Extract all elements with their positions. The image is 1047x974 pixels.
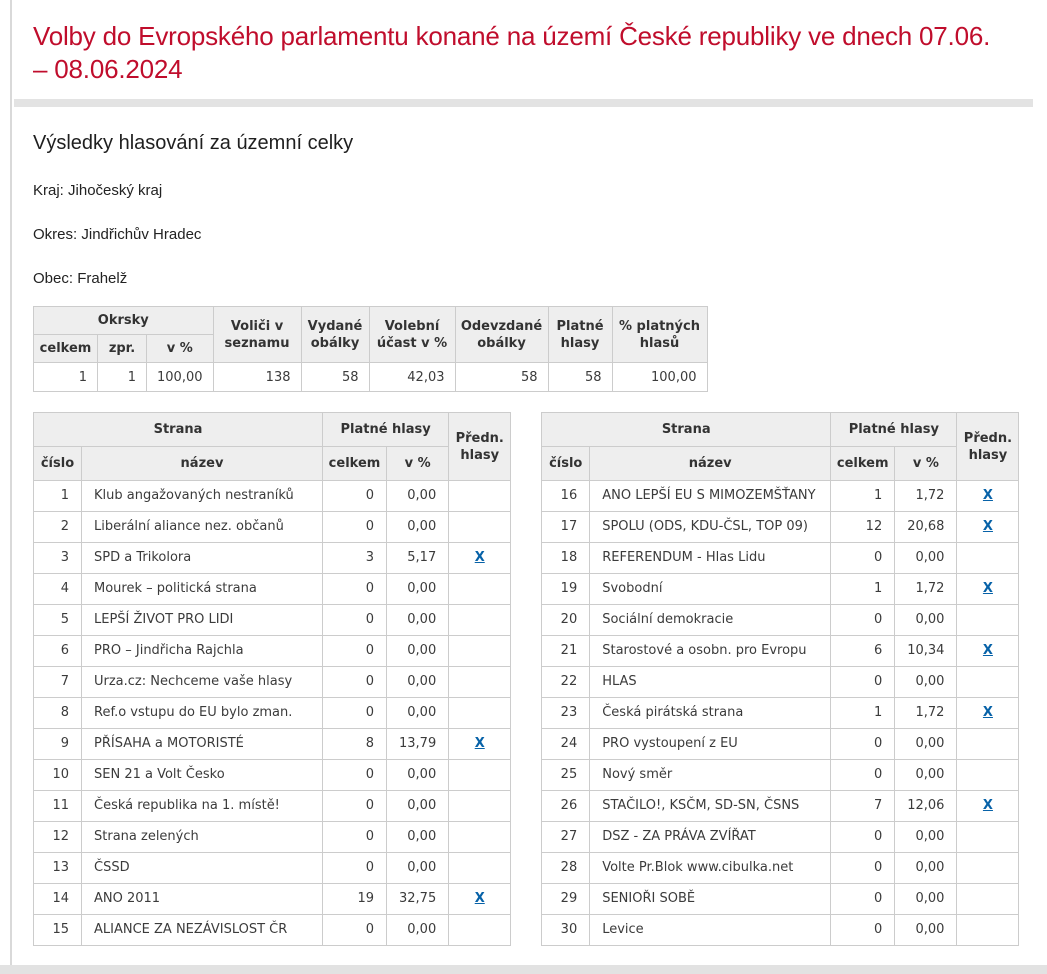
party-total-votes-cell: 8: [323, 729, 387, 760]
party-number-cell: 25: [542, 760, 590, 791]
okrsky-header: Okrsky: [34, 307, 214, 335]
party-number-cell: 13: [34, 853, 82, 884]
party-pct-cell: 0,00: [895, 543, 957, 574]
vpct-header: v %: [895, 447, 957, 481]
party-row: [34, 791, 511, 822]
party-total-votes-cell: 0: [323, 512, 387, 543]
kraj-label: Kraj:: [33, 182, 64, 199]
party-total-votes-cell: 0: [323, 698, 387, 729]
party-name-cell: SEN 21 a Volt Česko: [82, 760, 323, 791]
party-number-cell: 22: [542, 667, 590, 698]
party-pct-cell: 1,72: [895, 698, 957, 729]
party-pref-votes-cell: [449, 512, 511, 543]
party-name-cell: PRO – Jindřicha Rajchla: [82, 636, 323, 667]
party-total-votes-cell: 0: [323, 915, 387, 946]
page-bottom-bar: [0, 965, 1047, 974]
okres-value: Jindřichův Hradec: [81, 226, 202, 243]
pref-votes-link[interactable]: X: [474, 891, 485, 906]
party-row: [34, 481, 511, 512]
celkem-header: celkem: [323, 447, 387, 481]
party-pct-cell: 0,00: [387, 512, 449, 543]
party-pct-cell: 0,00: [895, 853, 957, 884]
party-total-votes-cell: 0: [831, 915, 895, 946]
obec-label: Obec:: [33, 270, 74, 287]
party-row: [542, 574, 1019, 605]
party-pref-votes-cell: [957, 512, 1019, 543]
platne-hlasy-group-header: Platné hlasy: [323, 413, 449, 447]
party-pct-cell: 5,17: [387, 543, 449, 574]
party-row: [34, 574, 511, 605]
party-name-cell: ČSSD: [82, 853, 323, 884]
party-number-cell: 10: [34, 760, 82, 791]
volici-header: Voliči v seznamu: [213, 307, 301, 363]
party-row: [542, 791, 1019, 822]
party-pct-cell: 0,00: [387, 915, 449, 946]
title-divider: [14, 99, 1033, 107]
party-row: [542, 543, 1019, 574]
party-number-cell: 3: [34, 543, 82, 574]
pct-platnych-value: 100,00: [612, 363, 707, 392]
vydane-obalky-header: Vydané obálky: [301, 307, 369, 363]
party-pref-votes-cell: [957, 636, 1019, 667]
summary-data-row: [34, 363, 708, 392]
pref-votes-link[interactable]: X: [982, 798, 993, 813]
party-total-votes-cell: 0: [323, 822, 387, 853]
party-pref-votes-cell: [957, 760, 1019, 791]
cislo-header: číslo: [542, 447, 590, 481]
pref-votes-link[interactable]: X: [982, 488, 993, 503]
party-pref-votes-cell: [449, 574, 511, 605]
party-pref-votes-cell: [957, 481, 1019, 512]
party-pref-votes-cell: [449, 636, 511, 667]
party-pct-cell: 1,72: [895, 574, 957, 605]
party-name-cell: Starostové a osobn. pro Evropu: [590, 636, 831, 667]
party-number-cell: 8: [34, 698, 82, 729]
odevzdane-obalky-header: Odevzdané obálky: [455, 307, 548, 363]
party-number-cell: 21: [542, 636, 590, 667]
party-pct-cell: 0,00: [387, 760, 449, 791]
party-name-cell: LEPŠÍ ŽIVOT PRO LIDI: [82, 605, 323, 636]
party-total-votes-cell: 12: [831, 512, 895, 543]
strana-header: Strana: [542, 413, 831, 447]
party-name-cell: ANO LEPŠÍ EU S MIMOZEMŠŤANY: [590, 481, 831, 512]
party-row: [34, 605, 511, 636]
party-pct-cell: 0,00: [387, 481, 449, 512]
okres-label: Okres:: [33, 226, 78, 243]
volici-value: 138: [213, 363, 301, 392]
pref-votes-link[interactable]: X: [982, 705, 993, 720]
okrsky-celkem-value: 1: [34, 363, 98, 392]
party-pref-votes-cell: [957, 543, 1019, 574]
party-pct-cell: 10,34: [895, 636, 957, 667]
party-name-cell: Česká republika na 1. místě!: [82, 791, 323, 822]
party-row: [542, 636, 1019, 667]
party-name-cell: Svobodní: [590, 574, 831, 605]
vpct-header: v %: [387, 447, 449, 481]
party-pct-cell: 0,00: [895, 667, 957, 698]
kraj-value: Jihočeský kraj: [68, 182, 163, 199]
party-pref-votes-cell: [957, 729, 1019, 760]
party-pct-cell: 20,68: [895, 512, 957, 543]
party-row: [542, 760, 1019, 791]
party-pct-cell: 0,00: [895, 760, 957, 791]
party-pref-votes-cell: [957, 667, 1019, 698]
party-total-votes-cell: 0: [831, 760, 895, 791]
party-name-cell: REFERENDUM - Hlas Lidu: [590, 543, 831, 574]
party-number-cell: 20: [542, 605, 590, 636]
party-row: [34, 760, 511, 791]
party-pref-votes-cell: [449, 884, 511, 915]
party-name-cell: SENIOŘI SOBĚ: [590, 884, 831, 915]
party-row: [34, 884, 511, 915]
party-total-votes-cell: 0: [831, 729, 895, 760]
party-name-cell: ANO 2011: [82, 884, 323, 915]
party-name-cell: HLAS: [590, 667, 831, 698]
party-number-cell: 28: [542, 853, 590, 884]
party-name-cell: Česká pirátská strana: [590, 698, 831, 729]
party-pref-votes-cell: [449, 915, 511, 946]
party-name-cell: STAČILO!, KSČM, SD-SN, ČSNS: [590, 791, 831, 822]
party-pct-cell: 0,00: [895, 822, 957, 853]
celkem-header: celkem: [831, 447, 895, 481]
okrsky-vpct-header: v %: [147, 335, 214, 363]
party-number-cell: 14: [34, 884, 82, 915]
party-name-cell: Ref.o vstupu do EU bylo zman.: [82, 698, 323, 729]
party-name-cell: PŘÍSAHA a MOTORISTÉ: [82, 729, 323, 760]
party-total-votes-cell: 0: [323, 636, 387, 667]
party-pct-cell: 0,00: [387, 636, 449, 667]
party-row: [34, 853, 511, 884]
party-row: [34, 729, 511, 760]
party-name-cell: SPD a Trikolora: [82, 543, 323, 574]
party-pref-votes-cell: [449, 605, 511, 636]
pref-votes-link[interactable]: X: [982, 643, 993, 658]
party-pref-votes-cell: [449, 822, 511, 853]
party-table-right: [541, 412, 1019, 946]
party-table-left: [33, 412, 511, 946]
party-name-cell: SPOLU (ODS, KDU-ČSL, TOP 09): [590, 512, 831, 543]
turnout-summary-table: [33, 306, 708, 392]
party-name-cell: PRO vystoupení z EU: [590, 729, 831, 760]
party-pref-votes-cell: [957, 884, 1019, 915]
party-row: [542, 698, 1019, 729]
party-pref-votes-cell: [449, 760, 511, 791]
odevzdane-obalky-value: 58: [455, 363, 548, 392]
party-number-cell: 30: [542, 915, 590, 946]
party-pref-votes-cell: [957, 574, 1019, 605]
party-row: [542, 667, 1019, 698]
party-pct-cell: 0,00: [895, 729, 957, 760]
party-row: [34, 822, 511, 853]
platne-hlasy-header: Platné hlasy: [548, 307, 612, 363]
party-total-votes-cell: 0: [831, 667, 895, 698]
party-total-votes-cell: 0: [323, 481, 387, 512]
party-number-cell: 11: [34, 791, 82, 822]
party-number-cell: 19: [542, 574, 590, 605]
okrsky-zpr-header: zpr.: [98, 335, 147, 363]
okrsky-celkem-header: celkem: [34, 335, 98, 363]
party-number-cell: 1: [34, 481, 82, 512]
party-number-cell: 16: [542, 481, 590, 512]
strana-header: Strana: [34, 413, 323, 447]
party-pct-cell: 0,00: [387, 822, 449, 853]
pref-votes-link[interactable]: X: [474, 550, 485, 565]
party-pref-votes-cell: [449, 791, 511, 822]
platne-hlasy-group-header: Platné hlasy: [831, 413, 957, 447]
cislo-header: číslo: [34, 447, 82, 481]
party-row: [34, 667, 511, 698]
party-number-cell: 9: [34, 729, 82, 760]
party-total-votes-cell: 0: [831, 605, 895, 636]
party-name-cell: Urza.cz: Nechceme vaše hlasy: [82, 667, 323, 698]
party-row: [542, 853, 1019, 884]
party-total-votes-cell: 0: [831, 884, 895, 915]
section-title: Výsledky hlasování za územní celky: [33, 132, 354, 154]
party-name-cell: Volte Pr.Blok www.cibulka.net: [590, 853, 831, 884]
platne-hlasy-value: 58: [548, 363, 612, 392]
party-row: [34, 543, 511, 574]
party-name-cell: Levice: [590, 915, 831, 946]
party-total-votes-cell: 7: [831, 791, 895, 822]
party-number-cell: 29: [542, 884, 590, 915]
party-total-votes-cell: 1: [831, 698, 895, 729]
party-number-cell: 27: [542, 822, 590, 853]
party-total-votes-cell: 0: [831, 543, 895, 574]
party-tables-wrap: [33, 412, 1033, 946]
party-total-votes-cell: 0: [323, 605, 387, 636]
party-total-votes-cell: 0: [323, 853, 387, 884]
party-pct-cell: 0,00: [895, 915, 957, 946]
predn-hlasy-header: Předn. hlasy: [957, 413, 1019, 481]
party-number-cell: 24: [542, 729, 590, 760]
party-number-cell: 12: [34, 822, 82, 853]
party-number-cell: 23: [542, 698, 590, 729]
region-line-kraj: [33, 182, 1033, 199]
party-name-cell: Sociální demokracie: [590, 605, 831, 636]
party-total-votes-cell: 6: [831, 636, 895, 667]
predn-hlasy-header: Předn. hlasy: [449, 413, 511, 481]
party-row: [542, 605, 1019, 636]
party-number-cell: 2: [34, 512, 82, 543]
party-pct-cell: 12,06: [895, 791, 957, 822]
pref-votes-link[interactable]: X: [982, 581, 993, 596]
okrsky-vpct-value: 100,00: [147, 363, 214, 392]
party-number-cell: 17: [542, 512, 590, 543]
party-total-votes-cell: 0: [831, 822, 895, 853]
party-pct-cell: 1,72: [895, 481, 957, 512]
party-number-cell: 18: [542, 543, 590, 574]
party-pref-votes-cell: [449, 729, 511, 760]
party-name-cell: Klub angažovaných nestraníků: [82, 481, 323, 512]
party-pref-votes-cell: [449, 481, 511, 512]
pref-votes-link[interactable]: X: [474, 736, 485, 751]
party-total-votes-cell: 0: [323, 791, 387, 822]
nazev-header: název: [82, 447, 323, 481]
party-pct-cell: 0,00: [387, 698, 449, 729]
party-pct-cell: 0,00: [387, 791, 449, 822]
party-row: [542, 822, 1019, 853]
region-line-obec: [33, 270, 1033, 287]
party-pref-votes-cell: [449, 543, 511, 574]
party-pct-cell: 0,00: [387, 574, 449, 605]
party-row: [542, 884, 1019, 915]
party-row: [542, 512, 1019, 543]
party-pref-votes-cell: [957, 915, 1019, 946]
party-row: [34, 698, 511, 729]
party-pct-cell: 13,79: [387, 729, 449, 760]
party-pct-cell: 0,00: [387, 605, 449, 636]
party-row: [542, 481, 1019, 512]
party-pref-votes-cell: [449, 698, 511, 729]
party-pref-votes-cell: [449, 853, 511, 884]
party-total-votes-cell: 3: [323, 543, 387, 574]
party-row: [542, 729, 1019, 760]
party-number-cell: 6: [34, 636, 82, 667]
party-row: [34, 636, 511, 667]
party-name-cell: Strana zelených: [82, 822, 323, 853]
ucast-value: 42,03: [369, 363, 455, 392]
party-pref-votes-cell: [957, 791, 1019, 822]
nazev-header: název: [590, 447, 831, 481]
party-name-cell: ALIANCE ZA NEZÁVISLOST ČR: [82, 915, 323, 946]
party-total-votes-cell: 1: [831, 481, 895, 512]
party-number-cell: 4: [34, 574, 82, 605]
party-number-cell: 26: [542, 791, 590, 822]
party-total-votes-cell: 0: [831, 853, 895, 884]
party-pct-cell: 0,00: [895, 605, 957, 636]
party-pref-votes-cell: [957, 822, 1019, 853]
party-pct-cell: 32,75: [387, 884, 449, 915]
party-row: [34, 915, 511, 946]
party-total-votes-cell: 0: [323, 667, 387, 698]
party-pct-cell: 0,00: [387, 667, 449, 698]
party-number-cell: 5: [34, 605, 82, 636]
party-row: [34, 512, 511, 543]
party-pref-votes-cell: [957, 605, 1019, 636]
party-pct-cell: 0,00: [895, 884, 957, 915]
party-total-votes-cell: 1: [831, 574, 895, 605]
ucast-header: Volební účast v %: [369, 307, 455, 363]
party-number-cell: 7: [34, 667, 82, 698]
vydane-obalky-value: 58: [301, 363, 369, 392]
party-name-cell: Liberální aliance nez. občanů: [82, 512, 323, 543]
pct-platnych-header: % platných hlasů: [612, 307, 707, 363]
obec-value: Frahelž: [77, 270, 128, 287]
okrsky-zpr-value: 1: [98, 363, 147, 392]
party-total-votes-cell: 0: [323, 760, 387, 791]
region-line-okres: [33, 226, 1033, 243]
party-name-cell: DSZ - ZA PRÁVA ZVÍŘAT: [590, 822, 831, 853]
party-total-votes-cell: 0: [323, 574, 387, 605]
party-name-cell: Mourek – politická strana: [82, 574, 323, 605]
party-total-votes-cell: 19: [323, 884, 387, 915]
party-row: [542, 915, 1019, 946]
page-title: Volby do Evropského parlamentu konané na území České republiky ve dnech 07.06. – 08.06.2024: [33, 21, 991, 84]
party-pct-cell: 0,00: [387, 853, 449, 884]
party-name-cell: Nový směr: [590, 760, 831, 791]
party-pref-votes-cell: [449, 667, 511, 698]
party-pref-votes-cell: [957, 853, 1019, 884]
party-pref-votes-cell: [957, 698, 1019, 729]
pref-votes-link[interactable]: X: [982, 519, 993, 534]
party-number-cell: 15: [34, 915, 82, 946]
